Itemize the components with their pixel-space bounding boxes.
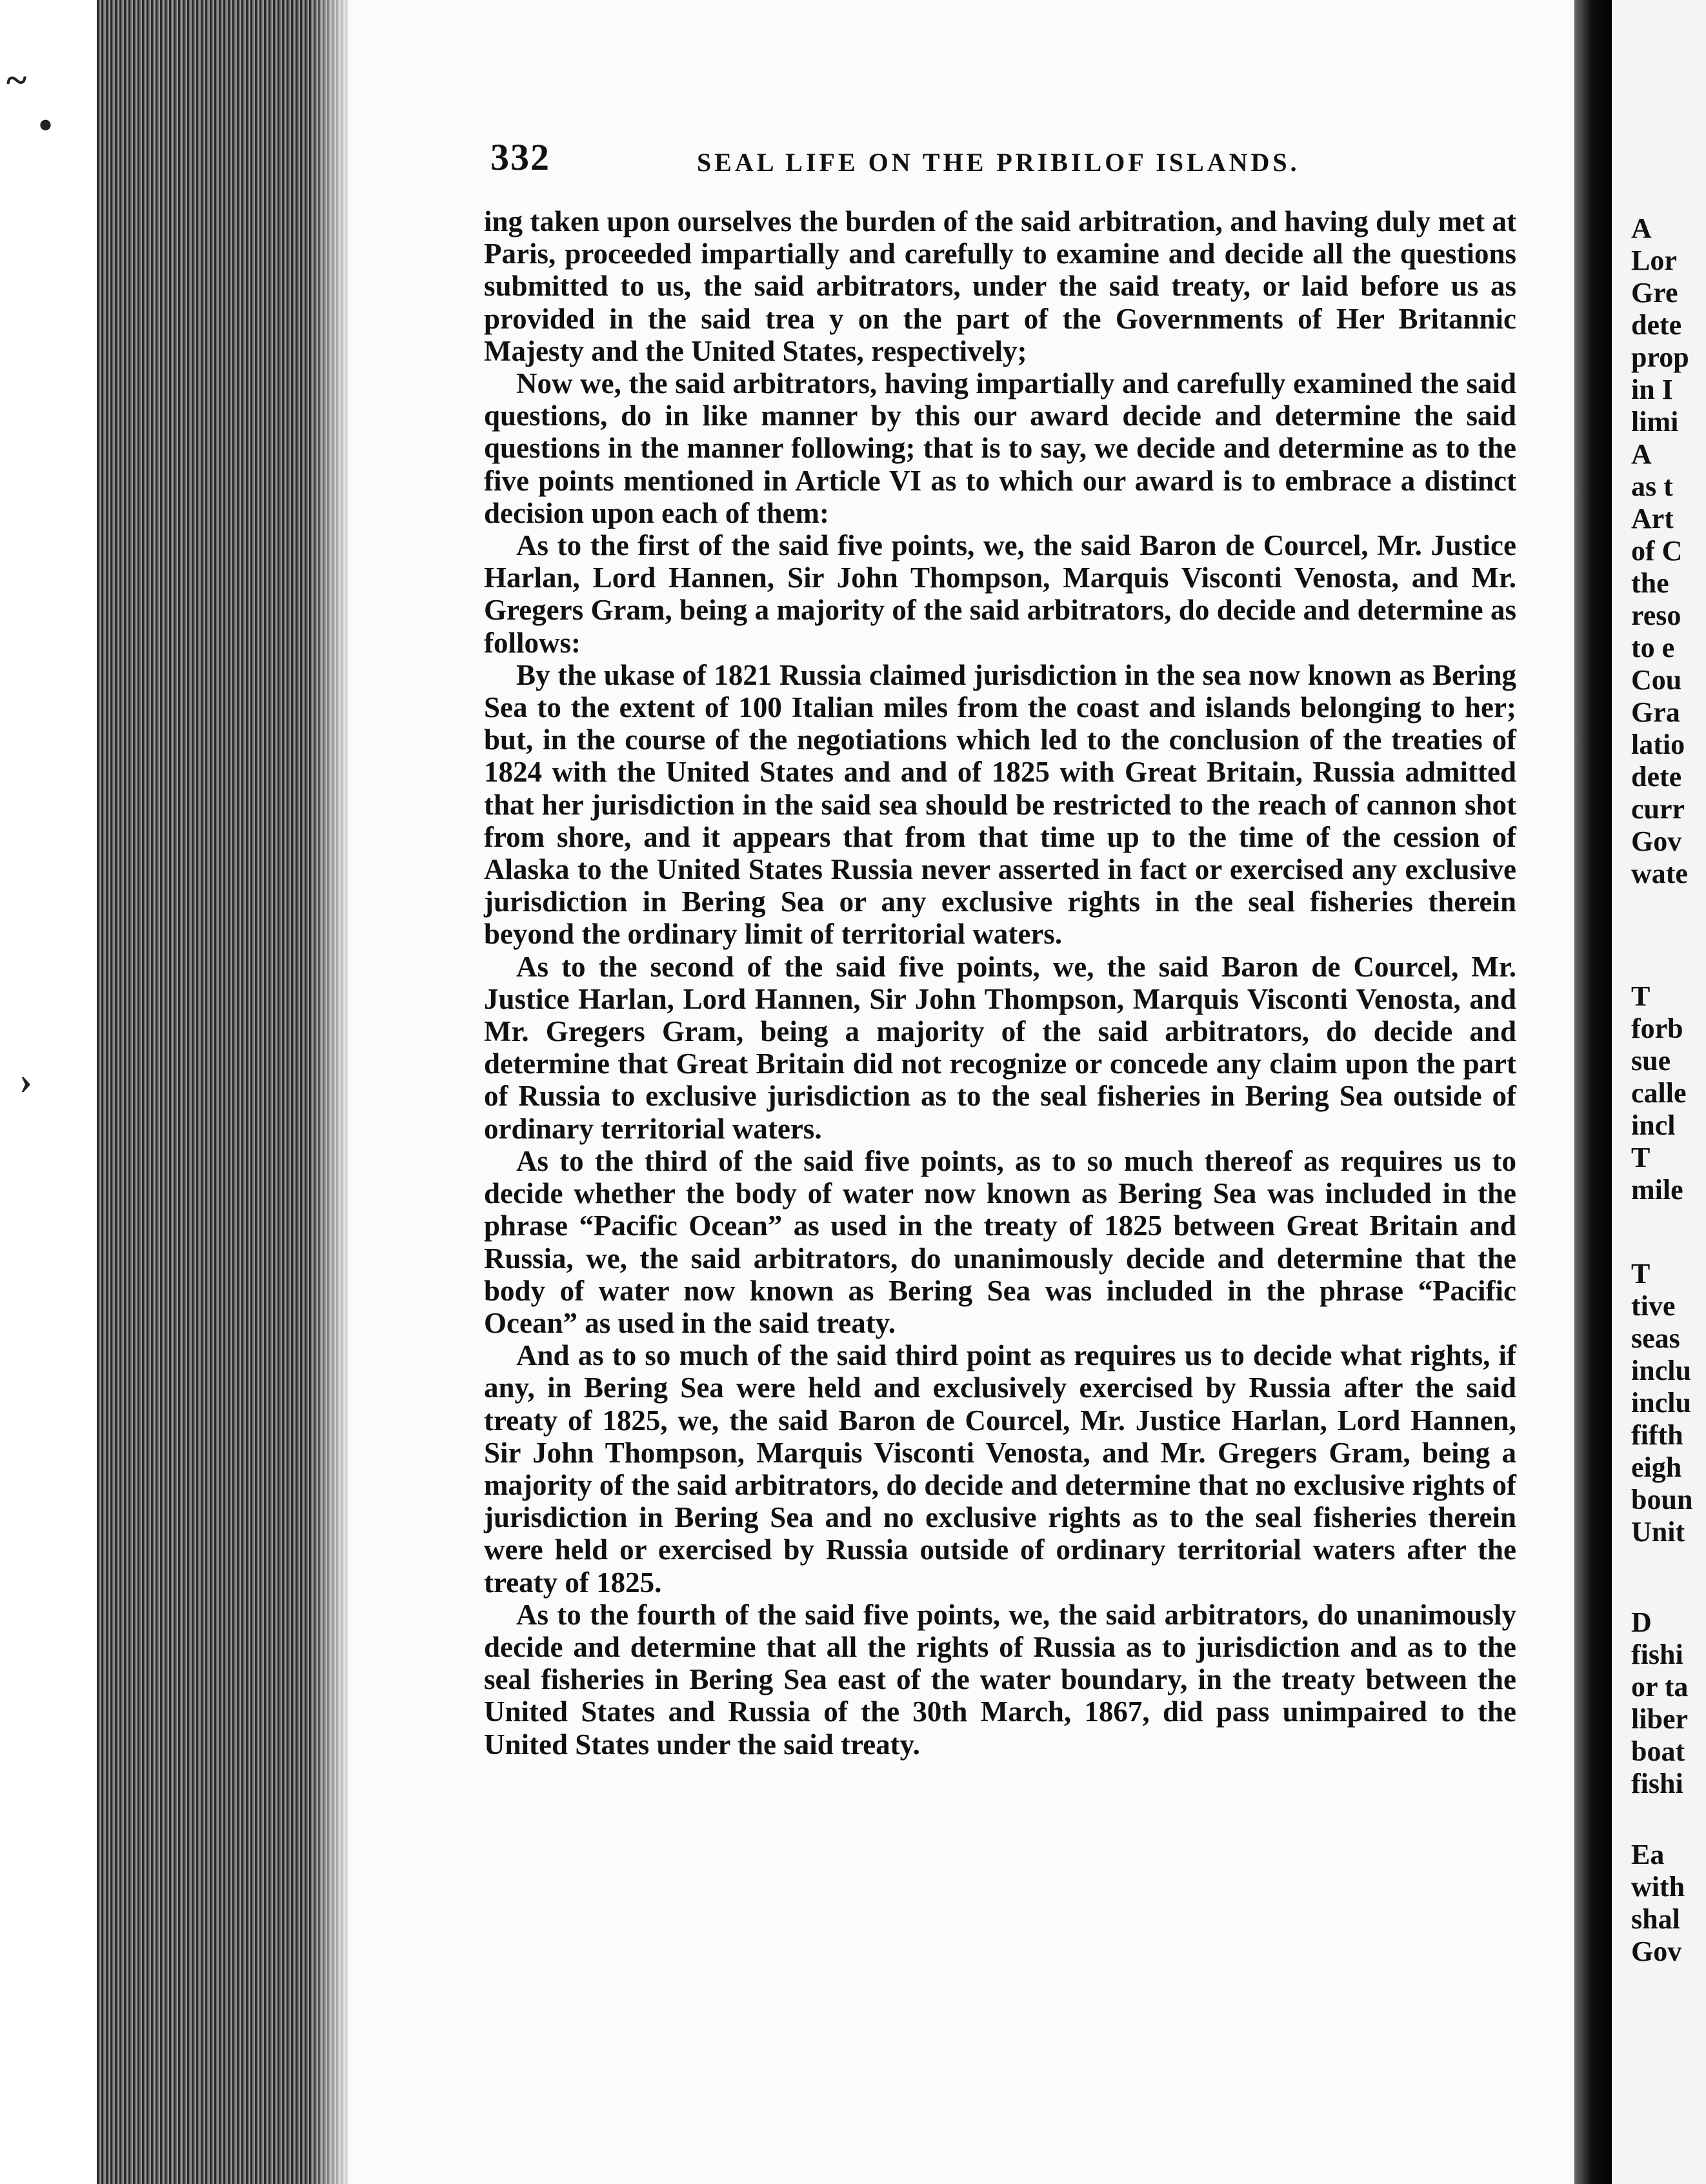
book-page-edges	[97, 0, 348, 2184]
facing-page-text: curr	[1631, 793, 1685, 825]
facing-page-text: reso	[1631, 600, 1681, 631]
facing-page-text: inclu	[1631, 1387, 1691, 1419]
scan-left-margin	[0, 0, 103, 2184]
paragraph: By the ukase of 1821 Russia claimed jurisdiction in the sea now known as Bering Sea to the extent of 100 Italian miles from the coast and islands belonging to her; but, in the course of the negotiations which led to the conclusion of the treaties of 1824 with the United States and and of 1825 with Great Britain, Russia admitted that her jurisdiction in the said sea should be restricted to the reach of cannon shot from shore, and it appears that from that time up to the time of the cession of Alaska to the United States Russia never asserted in fact or exercised any exclusive jurisdiction in Bering Sea or any exclusive rights in the seal fisheries therein beyond the ordinary limit of territorial waters.	[484, 658, 1516, 951]
facing-page-text: Ea	[1631, 1839, 1665, 1870]
facing-page-text: forb	[1631, 1013, 1683, 1044]
facing-page-text: fishi	[1631, 1768, 1683, 1799]
facing-page-text: to e	[1631, 632, 1675, 663]
facing-page-text: prop	[1631, 341, 1689, 373]
facing-page-fragment	[1612, 0, 1706, 2184]
facing-page-text: Lor	[1631, 245, 1677, 276]
facing-page-text: eigh	[1631, 1451, 1682, 1483]
facing-page-text: T	[1631, 980, 1651, 1012]
facing-page-text: calle	[1631, 1077, 1687, 1109]
facing-page-text: mile	[1631, 1174, 1683, 1206]
scan-blemish-mark: •	[39, 104, 53, 147]
facing-page-text: Art	[1631, 503, 1674, 534]
paragraph: As to the first of the said five points, we, the said Baron de Courcel, Mr. Justice Harlan, Lord Hannen, Sir John Thompson, Marquis Visconti Venosta, and Mr. Gregers Gram, being a majority of the said arbitrators, do decide and determine as follows:	[484, 529, 1516, 659]
facing-page-text: liber	[1631, 1703, 1688, 1735]
facing-page-text: Gov	[1631, 825, 1682, 857]
scan-blemish-mark: ›	[19, 1059, 32, 1102]
book-gutter	[1574, 0, 1612, 2184]
page-body-text	[484, 205, 1516, 1761]
facing-page-text: Gre	[1631, 277, 1678, 308]
paragraph: ing taken upon ourselves the burden of the said arbitration, and having duly met at Paris, proceeded impartially and carefully to examine and decide all the questions submitted to us, the said arbitrators, under the said treaty, or laid before us as provided in the said trea y on the part of the Governments of Her Britannic Majesty and the United States, respectively;	[484, 205, 1516, 367]
facing-page-text: T	[1631, 1258, 1651, 1289]
paragraph: As to the fourth of the said five points, we, the said arbitrators, do unanimously decide and determine that all the rights of Russia as to jurisdiction and as to the seal fisheries in Bering Sea east of the water boundary, in the treaty between the United States and Russia of the 30th March, 1867, did pass unimpaired to the United States under the said treaty.	[484, 1598, 1516, 1761]
facing-page-text: the	[1631, 567, 1669, 599]
facing-page-text: Gra	[1631, 696, 1680, 728]
facing-page-text: Gov	[1631, 1936, 1682, 1967]
facing-page-text: inclu	[1631, 1355, 1691, 1386]
paragraph: As to the second of the said five points, we, the said Baron de Courcel, Mr. Justice Harlan, Lord Hannen, Sir John Thompson, Marquis Visconti Venosta, and Mr. Gregers Gram, being a majority of the said arbitrators, do decide and determine that Great Britain did not recognize or concede any claim upon the part of Russia to exclusive jurisdiction as to the seal fisheries in Bering Sea outside of ordinary territorial waters.	[484, 950, 1516, 1145]
running-head: SEAL LIFE ON THE PRIBILOF ISLANDS.	[697, 148, 1300, 177]
facing-page-text: sue	[1631, 1045, 1671, 1077]
facing-page-text: wate	[1631, 858, 1688, 889]
facing-page-text: with	[1631, 1871, 1685, 1903]
facing-page-text: incl	[1631, 1109, 1676, 1141]
facing-page-text: fifth	[1631, 1419, 1683, 1451]
facing-page-text: seas	[1631, 1322, 1680, 1354]
facing-page-text: A	[1631, 438, 1652, 470]
facing-page-text: limi	[1631, 406, 1679, 438]
facing-page-text: tive	[1631, 1290, 1676, 1322]
facing-page-text: boun	[1631, 1484, 1693, 1515]
paragraph: Now we, the said arbitrators, having impartially and carefully examined the said questions, do in like manner by this our award decide and determine the said questions in the manner following; that is to say, we decide and determine as to the five points mentioned in Article VI as to which our award is to embrace a distinct decision upon each of them:	[484, 367, 1516, 529]
facing-page-text: Unit	[1631, 1516, 1685, 1548]
facing-page-text: as t	[1631, 470, 1673, 502]
facing-page-text: dete	[1631, 761, 1682, 793]
facing-page-text: T	[1631, 1142, 1651, 1173]
facing-page-text: or ta	[1631, 1671, 1689, 1703]
facing-page-text: boat	[1631, 1735, 1685, 1767]
facing-page-text: latio	[1631, 729, 1685, 760]
facing-page-text: shal	[1631, 1903, 1680, 1935]
facing-page-text: D	[1631, 1606, 1652, 1638]
scan-blemish-mark: ~	[6, 59, 27, 101]
facing-page-text: Cou	[1631, 664, 1682, 696]
facing-page-text: of C	[1631, 535, 1683, 567]
paragraph: As to the third of the said five points, as to so much thereof as requires us to decide whether the body of water now known as Bering Sea was included in the phrase “Pacific Ocean” as used in the treaty of 1825 between Great Britain and Russia, we, the said arbitrators, do unanimously decide and determine that the body of water now known as Bering Sea was included in the phrase “Pacific Ocean” as used in the said treaty.	[484, 1144, 1516, 1339]
page-number: 332	[490, 136, 550, 178]
facing-page-text: dete	[1631, 309, 1682, 341]
facing-page-text: A	[1631, 212, 1652, 244]
paragraph: And as to so much of the said third point as requires us to decide what rights, if any, in Bering Sea were held and exclusively exercised by Russia after the said treaty of 1825, we, the said Baron de Courcel, Mr. Justice Harlan, Lord Hannen, Sir John Thompson, Marquis Visconti Venosta, and Mr. Gregers Gram, being a majority of the said arbitrators, do decide and determine that no exclusive rights of jurisdiction in Bering Sea and no exclusive rights as to the seal fisheries therein were held or exercised by Russia outside of ordinary territorial waters after the treaty of 1825.	[484, 1339, 1516, 1599]
facing-page-text: fishi	[1631, 1639, 1683, 1670]
facing-page-text: in I	[1631, 374, 1673, 405]
